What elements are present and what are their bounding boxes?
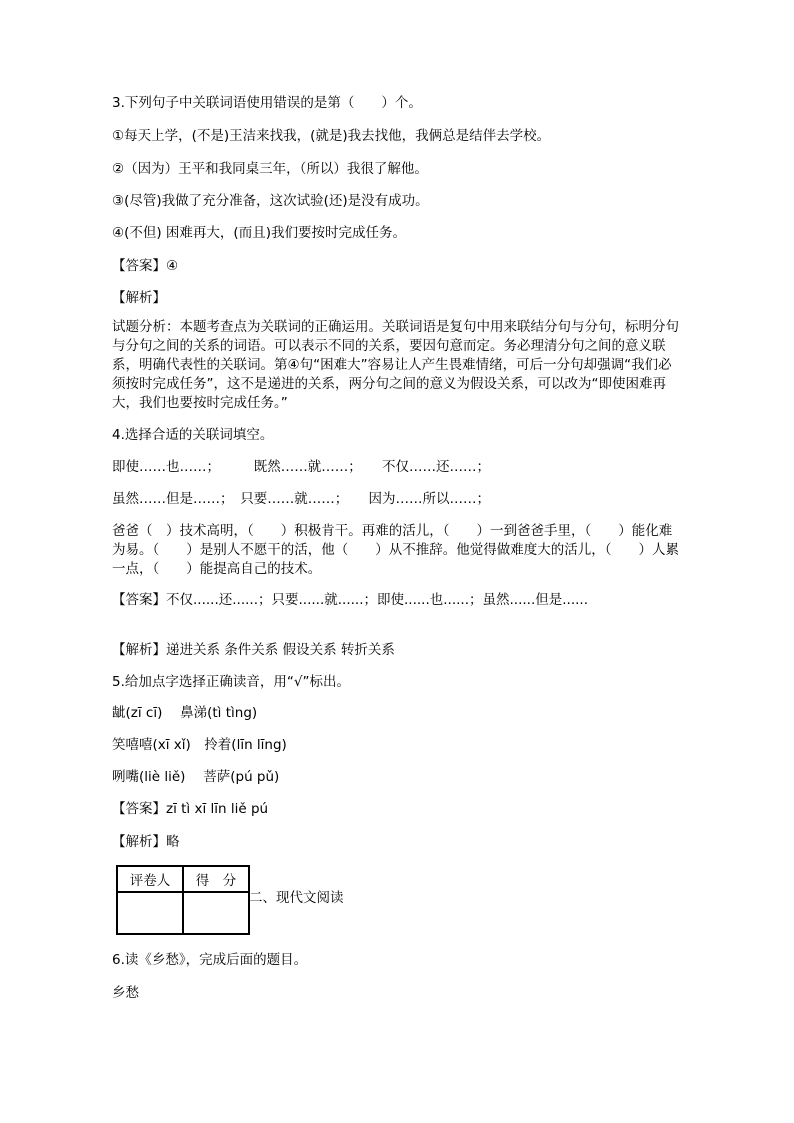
score-cell bbox=[183, 892, 249, 934]
q5-row-3: 咧嘴(liè liě) 菩萨(pú pǔ) bbox=[112, 769, 280, 785]
q4-question: 4.选择合适的关联词填空。 bbox=[112, 427, 274, 443]
q5-question: 5.给加点字选择正确读音，用“√”标出。 bbox=[112, 674, 350, 690]
score-table bbox=[116, 865, 250, 935]
q4-answer: 【答案】不仅......还......；只要......就......；即使......也......；虽然......但是...... bbox=[112, 592, 588, 608]
score-header: 得 分 bbox=[183, 866, 249, 892]
reviewer-cell bbox=[117, 892, 183, 934]
section-heading: 二、现代文阅读 bbox=[249, 890, 344, 906]
q5-analysis: 【解析】略 bbox=[112, 834, 180, 850]
q5-row-2: 笑嘻嘻(xī xǐ) 拎着(līn līng) bbox=[112, 737, 287, 753]
q3-item-1: ①每天上学，(不是)王洁来找我，(就是)我去找他，我俩总是结伴去学校。 bbox=[112, 128, 551, 144]
reviewer-header: 评卷人 bbox=[117, 866, 183, 892]
q4-options-row2: 虽然……但是……； 只要……就……； 因为……所以……； bbox=[112, 491, 490, 507]
q3-item-4: ④(不但) 困难再大，(而且)我们要按时完成任务。 bbox=[112, 225, 406, 241]
q4-passage: 爸爸（ ）技术高明，（ ）积极肯干。再难的活儿，（ ）一到爸爸手里，（ ）能化难为易。（ ）是别人不愿干的活，他（ ）从不推辞。他觉得做难度大的活儿，（ ）人累一点，（ ）能提高自己的技术。 bbox=[112, 523, 679, 577]
q5-answer: 【答案】zī tì xī līn liě pú bbox=[112, 801, 269, 817]
q4-options-row1: 即使……也……； 既然……就……； 不仅……还……； bbox=[112, 459, 490, 475]
q3-question: 3.下列句子中关联词语使用错误的是第（ ）个。 bbox=[112, 95, 422, 111]
q3-answer: 【答案】④ bbox=[112, 258, 179, 274]
poem-title: 乡愁 bbox=[112, 985, 139, 1001]
q3-analysis-label: 【解析】 bbox=[112, 290, 166, 306]
q6-question: 6.读《乡愁》，完成后面的题目。 bbox=[112, 952, 308, 968]
q3-analysis: 试题分析：本题考查点为关联词的正确运用。关联词语是复句中用来联结分句与分句，标明分句与分句之间的关系的词语。可以表示不同的关系，要因句意而定。务必理清分句之间的意义联系，明确代表性的关联词。第④句“困难大”容易让人产生畏难情绪，可后一分句却强调“我们必须按时完成任务”，这不是递进的关系，两分句之间的意义为假设关系，可以改为“即使困难再大，我们也要按时完成任务。” bbox=[112, 319, 679, 411]
q4-analysis: 【解析】递进关系 条件关系 假设关系 转折关系 bbox=[112, 642, 395, 658]
q3-item-2: ②（因为）王平和我同桌三年，（所以）我很了解他。 bbox=[112, 161, 428, 177]
q3-item-3: ③(尽管)我做了充分准备，这次试验(还)是没有成功。 bbox=[112, 193, 429, 209]
q5-row-1: 龇(zī cī) 鼻涕(tì tìng) bbox=[112, 705, 258, 721]
